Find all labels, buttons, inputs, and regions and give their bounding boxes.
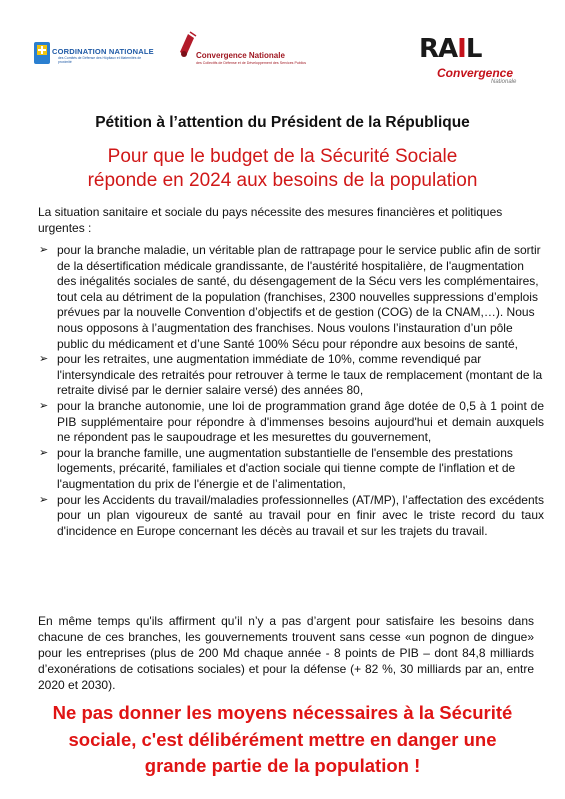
- demand-text: pour les retraites, une augmentation immédiate de 10%, comme revendiqué par l'intersyndicale des retraités pour retrouver à terme le taux de remplacement (montant de la retraite divisé par le dernier salaire versé) des années 80,: [57, 352, 543, 398]
- coordination-nationale-logo: [34, 36, 152, 80]
- demand-text: pour les Accidents du travail/maladies professionnelles (AT/MP), l’affectation des excédents pour un plan vigoureux de santé au travail pour en finir avec le triste record du taux d'incidence en Europe concernant les décès au travail et sur les trajets du travail.: [57, 492, 544, 538]
- rail-letter: A: [438, 34, 458, 64]
- logo-left-sub: des Comités de Défense des Hôpitaux et Maternités de proximité: [58, 56, 142, 64]
- rail-letter: L: [465, 34, 482, 64]
- demand-item: [38, 446, 544, 493]
- rail-convergence-text: Convergence: [437, 66, 514, 80]
- demand-item: [38, 243, 544, 352]
- rail-nationale-text: Nationale: [491, 79, 517, 85]
- arrow-bullet-icon: ➢: [39, 446, 49, 459]
- final-line: Ne pas donner les moyens nécessaires à la Sécurité: [52, 702, 513, 723]
- demand-item: [38, 399, 544, 446]
- logo-center-sub: des Collectifs de Défense et de Développement des Services Publics: [196, 61, 307, 65]
- final-statement: [0, 700, 565, 780]
- demand-text: pour la branche maladie, un véritable plan de rattrapage pour le service public afin de sortir de la désertification médicale grandissante, de l'austérité hospitalière, de l'augmentation des inégalités sociales de santé, du désengagement de la Sécu vers les complémentaires, tout cela au détriment de la population (franchises, 2300 nouvelles suppressions d’emplois prévues par la nouvelle Convention d’objectifs et de gestion (COG) de la CNAM,…). Nous nous opposons à l’augmentation des franchises. Nous voulons l’instauration d’un pôle public du médicament et d’une Santé 100% Sécu pour répondre aux besoins de santé,: [57, 243, 541, 351]
- rail-wordmark: [419, 34, 481, 64]
- intro-paragraph: La situation sanitaire et sociale du pays nécessite des mesures financières et politiques urgentes :: [38, 205, 503, 235]
- subheading-line: réponde en 2024 aux besoins de la population: [87, 170, 478, 191]
- conclusion-paragraph: En même temps qu'ils affirment qu’il n’y a pas d’argent pour satisfaire les besoins dans chacune de ces branches, les gouvernements trouvent sans cesse «un pognon de dingue» pour les entreprises (plus de 200 Md chaque année - 8 points de PIB – dont 84,8 milliards d’exonérations de cotisations sociales) et pour la défense (+ 82 %, 30 milliards par an, entre 2020 et 2030).: [38, 614, 534, 692]
- demand-text: pour la branche autonomie, une loi de programmation grand âge dotée de 0,5 à 1 point de PIB supplémentaire pour répondre à d'immenses besoins aujourd'hui et demain auxquels ne répondent pas le saupoudrage et les mesurettes du gouvernement,: [57, 398, 544, 445]
- logo-strip: [0, 0, 565, 95]
- convergence-nationale-logo: [176, 30, 406, 76]
- logo-left-name: CORDINATION NATIONALE: [52, 47, 154, 56]
- petition-subheading: [0, 145, 565, 193]
- logo-center-name: Convergence Nationale: [196, 51, 285, 60]
- final-line: sociale, c'est délibérément mettre en danger une: [68, 728, 497, 750]
- subheading-line: Pour que le budget de la Sécurité Sociale: [107, 146, 458, 167]
- rail-letter: R: [419, 34, 439, 64]
- rail-convergence-logo: [417, 26, 527, 86]
- demand-item: [38, 493, 544, 540]
- arrow-bullet-icon: ➢: [39, 353, 49, 366]
- demand-text: pour la branche famille, une augmentation substantielle de l'ensemble des prestations logements, précarité, familiales et d'action sociale qui tienne compte de l'inflation et de l'augmentation du prix de l'énergie et de l’alimentation,: [57, 445, 516, 491]
- arrow-bullet-icon: ➢: [39, 399, 49, 412]
- megaphone-icon: [176, 30, 198, 62]
- final-line: grande partie de la population !: [144, 755, 421, 776]
- petition-heading: Pétition à l’attention du Président de la République: [95, 114, 470, 131]
- rail-letter: I: [457, 34, 466, 64]
- arrow-bullet-icon: ➢: [39, 493, 49, 506]
- demands-list: [38, 243, 544, 539]
- hospital-shield-icon: [34, 38, 54, 68]
- demand-item: [38, 352, 544, 399]
- arrow-bullet-icon: ➢: [39, 244, 49, 256]
